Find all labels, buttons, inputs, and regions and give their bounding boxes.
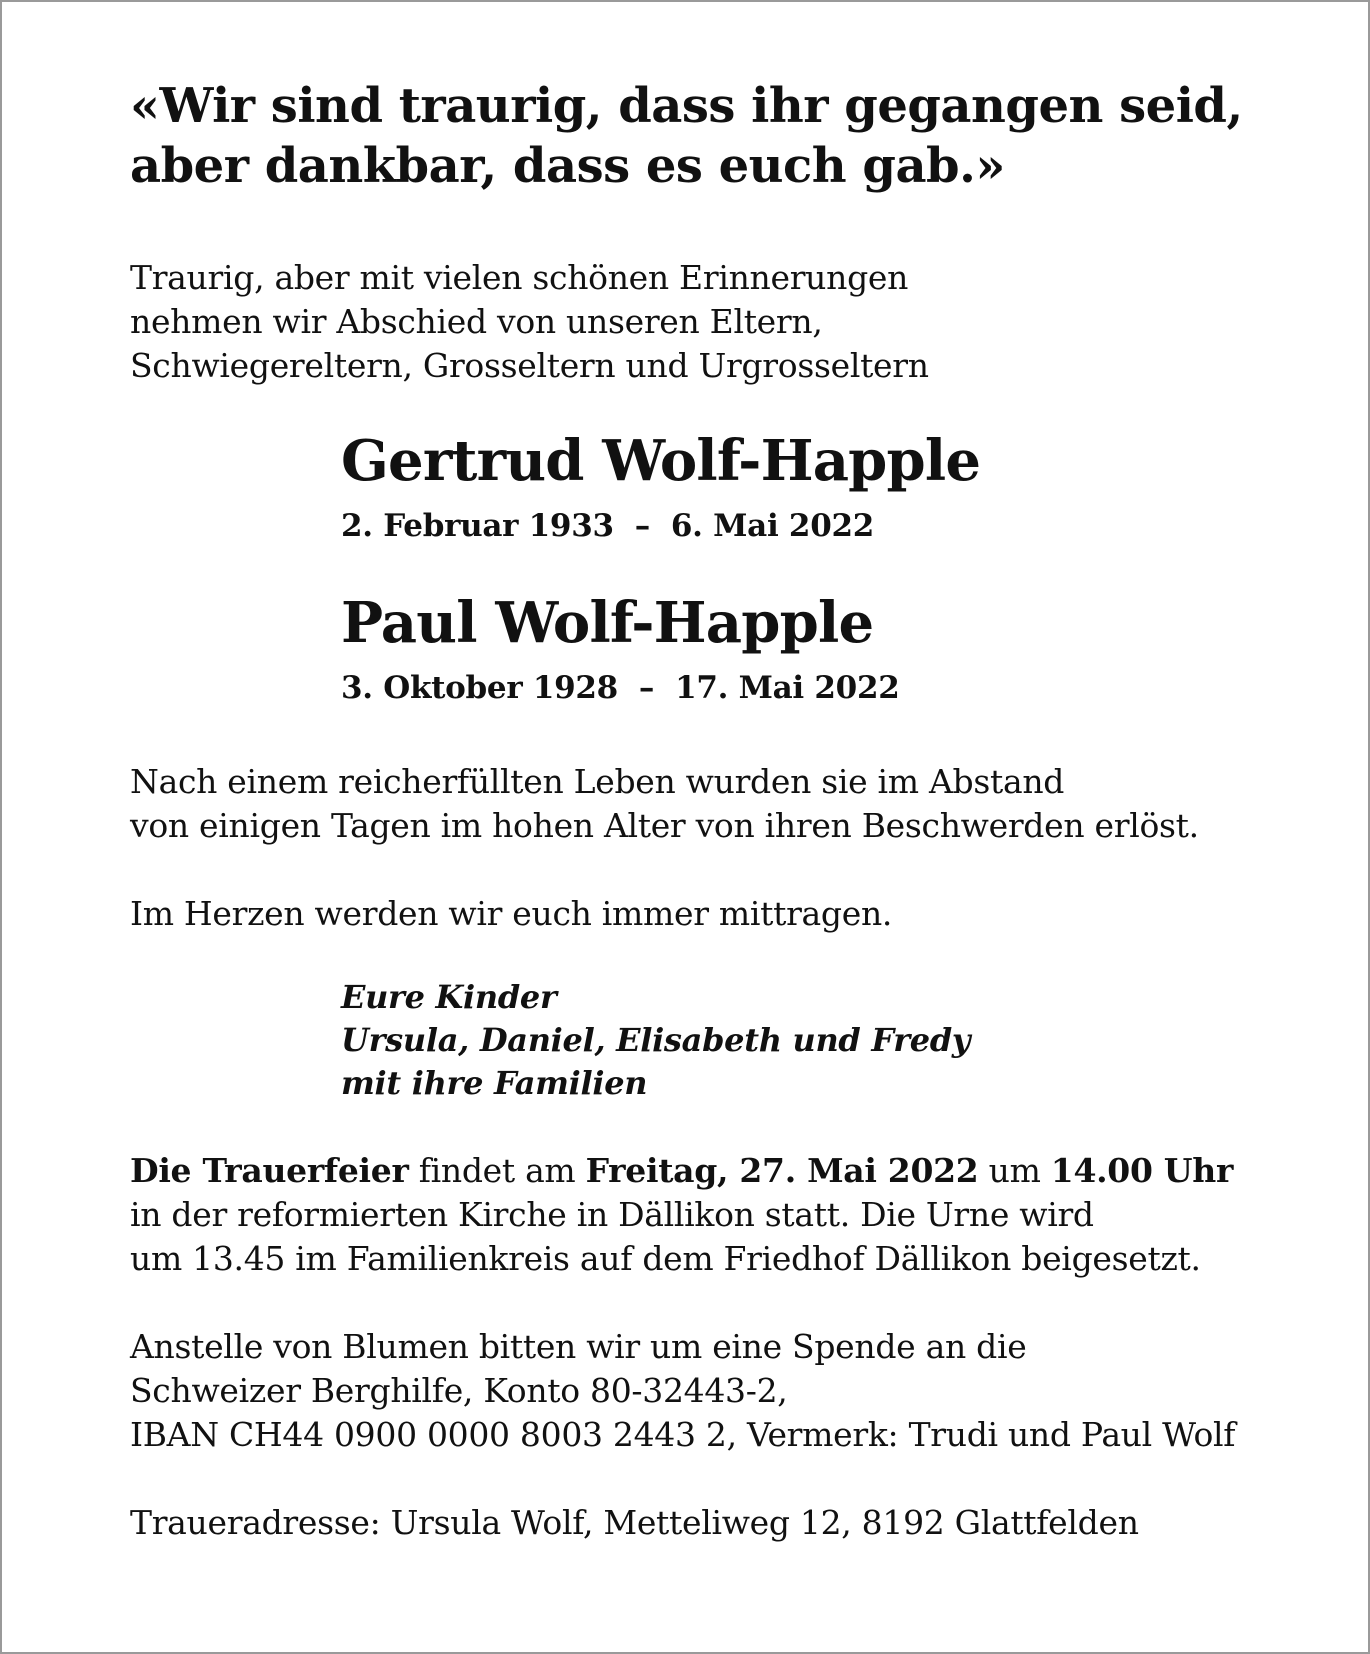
heart-paragraph: Im Herzen werden wir euch immer mittragen. bbox=[130, 894, 893, 933]
life-line-2: von einigen Tagen im hohen Alter von ihren Beschwerden erlöst. bbox=[130, 806, 1199, 845]
deceased-dates-paul: 3. Oktober 1928 – 17. Mai 2022 bbox=[341, 670, 900, 706]
donation-line-3: IBAN CH44 0900 0000 8003 2443 2, Vermerk: Trudi und Paul Wolf bbox=[130, 1415, 1236, 1454]
deceased-name-paul: Paul Wolf-Happle bbox=[341, 590, 874, 656]
intro-line-3: Schwiegereltern, Grosseltern und Urgrosseltern bbox=[130, 346, 929, 385]
funeral-paragraph bbox=[130, 1149, 1260, 1281]
mourning-address: Traueradresse: Ursula Wolf, Metteliweg 12, 8192 Glattfelden bbox=[130, 1503, 1139, 1542]
funeral-text-2: um bbox=[978, 1151, 1051, 1190]
signer-line-2: Ursula, Daniel, Elisabeth und Fredy bbox=[341, 1021, 971, 1059]
opening-quote bbox=[130, 76, 1260, 196]
funeral-line-1 bbox=[130, 1149, 1260, 1193]
deceased-list bbox=[341, 426, 1260, 708]
funeral-time: 14.00 Uhr bbox=[1050, 1151, 1234, 1190]
signers-block bbox=[341, 976, 1260, 1105]
intro-line-1: Traurig, aber mit vielen schönen Erinnerungen bbox=[130, 258, 909, 297]
deceased-dates-gertrud: 2. Februar 1933 – 6. Mai 2022 bbox=[341, 508, 875, 544]
deceased-name-gertrud: Gertrud Wolf-Happle bbox=[341, 428, 981, 494]
signer-line-1: Eure Kinder bbox=[341, 978, 557, 1016]
funeral-line-3: um 13.45 im Familienkreis auf dem Friedhof Dällikon beigesetzt. bbox=[130, 1239, 1201, 1278]
quote-line-2: aber dankbar, dass es euch gab.» bbox=[130, 138, 1005, 194]
funeral-text-1: findet am bbox=[408, 1151, 586, 1190]
life-paragraph bbox=[130, 760, 1260, 848]
donation-line-1: Anstelle von Blumen bitten wir um eine Spende an die bbox=[130, 1327, 1027, 1366]
donation-paragraph bbox=[130, 1325, 1260, 1457]
notice-content bbox=[130, 76, 1260, 1545]
quote-line-1: «Wir sind traurig, dass ihr gegangen seid, bbox=[130, 78, 1243, 134]
funeral-date: Freitag, 27. Mai 2022 bbox=[585, 1151, 979, 1190]
life-line-1: Nach einem reicherfüllten Leben wurden sie im Abstand bbox=[130, 762, 1065, 801]
intro-line-2: nehmen wir Abschied von unseren Eltern, bbox=[130, 302, 823, 341]
intro-paragraph bbox=[130, 256, 1260, 388]
funeral-line-2: in der reformierten Kirche in Dällikon statt. Die Urne wird bbox=[130, 1195, 1094, 1234]
donation-line-2: Schweizer Berghilfe, Konto 80-32443-2, bbox=[130, 1371, 788, 1410]
signer-line-3: mit ihre Familien bbox=[341, 1064, 648, 1102]
funeral-label: Die Trauerfeier bbox=[130, 1151, 409, 1190]
